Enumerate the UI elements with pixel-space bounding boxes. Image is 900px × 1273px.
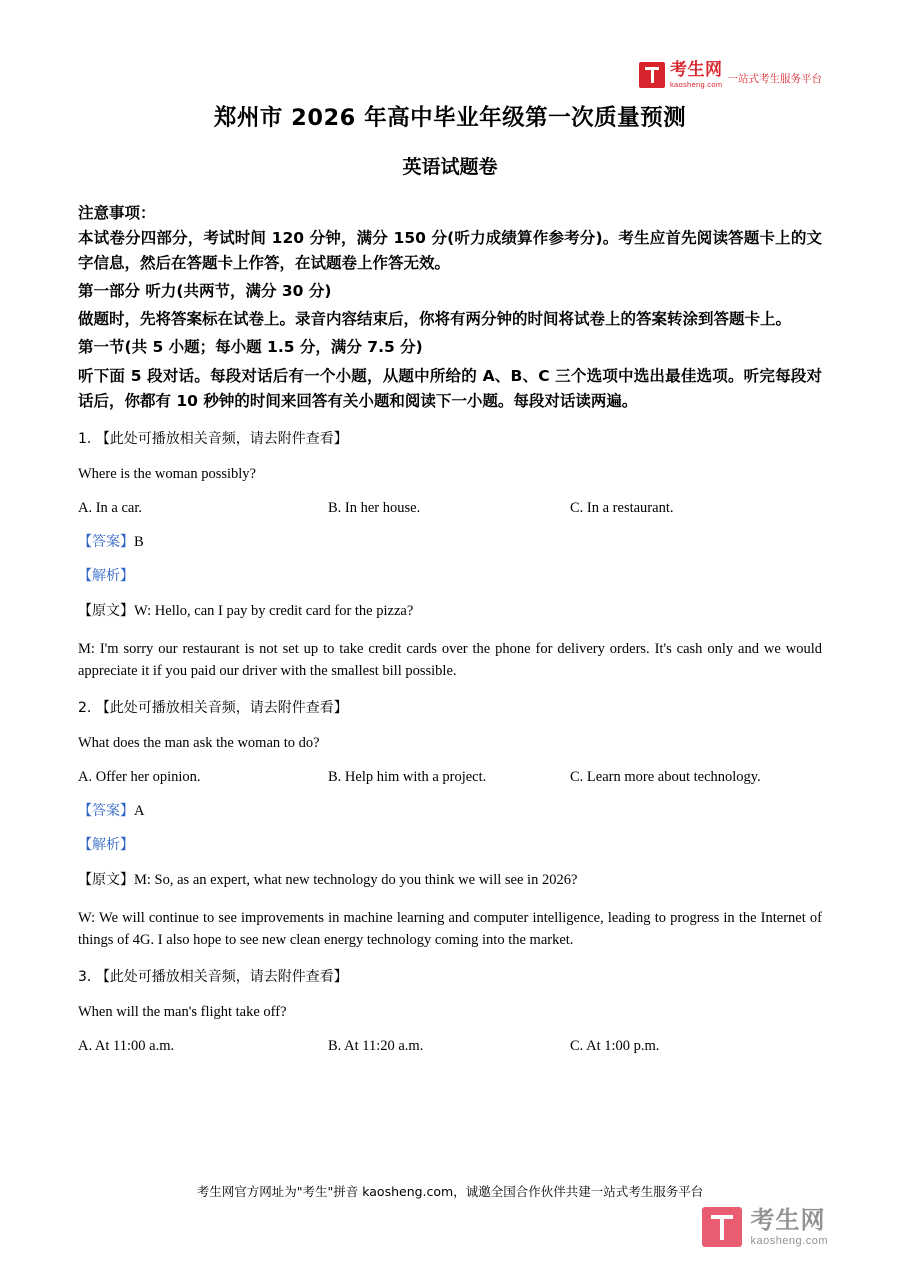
question-1-option-c[interactable]: C. In a restaurant. (570, 500, 674, 517)
question-2-stem: What does the man ask the woman to do? (78, 734, 320, 751)
logo-name-en: kaosheng.com (670, 80, 723, 89)
question-2-script-line-1 (78, 869, 822, 892)
notice-paragraph-2: 第一部分 听力(共两节，满分 30 分) (78, 282, 332, 301)
question-1-option-a[interactable]: A. In a car. (78, 500, 143, 517)
question-2-option-a[interactable]: A. Offer her opinion. (78, 769, 201, 786)
question-2-script-text-1: M: So, as an expert, what new technology do you think we will see in 2026? (134, 872, 578, 889)
question-1-audio-note: 【此处可播放相关音频，请去附件查看】 (95, 430, 348, 447)
logo-icon (639, 62, 665, 88)
notice-paragraph-5: 听下面 5 段对话。每段对话后有一个小题，从题中所给的 A、B、C 三个选项中选出最佳选项。听完每段对话后，你都有 10 秒钟的时间来回答有关小题和阅读下一小题。每段对话读两遍。 (78, 366, 822, 410)
question-1-script-line-1 (78, 600, 822, 623)
watermark-name-en: kaosheng.com (750, 1234, 828, 1247)
question-1-script-text-1: W: Hello, can I pay by credit card for the pizza? (134, 603, 414, 620)
question-2-script-tag: 【原文】 (78, 872, 134, 889)
question-2-analysis (78, 834, 822, 854)
question-1-audio (78, 428, 822, 448)
notice-paragraph-3: 做题时，先将答案标在试卷上。录音内容结束后，你将有两分钟的时间将试卷上的答案转涂到答题卡上。 (78, 310, 792, 329)
question-2-answer (78, 800, 822, 820)
question-2-answer-tag: 【答案】 (78, 803, 134, 820)
watermark-text-block (750, 1205, 828, 1247)
logo-text-block (670, 62, 723, 89)
question-3-option-b[interactable]: B. At 11:20 a.m. (328, 1038, 424, 1055)
question-1-script-line-2: M: I'm sorry our restaurant is not set up to take credit cards over the phone for delivery orders. It's cash only and we would appreciate it if you paid our driver with the smallest bill possible. (78, 640, 822, 680)
question-1-analysis-tag: 【解析】 (78, 568, 134, 585)
question-1-answer-tag: 【答案】 (78, 534, 134, 551)
question-2-options (78, 769, 822, 786)
question-2-audio (78, 697, 822, 717)
watermark-logo-icon (702, 1207, 742, 1247)
question-3-audio-note: 【此处可播放相关音频，请去附件查看】 (95, 968, 348, 985)
question-1-answer-value: B (134, 534, 144, 551)
logo-name-cn: 考生网 (670, 60, 723, 80)
notice-paragraph-4: 第一节(共 5 小题；每小题 1.5 分，满分 7.5 分) (78, 338, 423, 357)
logo-tagline: 一站式考生服务平台 (727, 72, 822, 85)
question-1-number: 1. (78, 430, 92, 447)
question-1-option-b[interactable]: B. In her house. (328, 500, 421, 517)
question-2-option-b[interactable]: B. Help him with a project. (328, 769, 487, 786)
question-2-number: 2. (78, 699, 92, 716)
question-1-stem: Where is the woman possibly? (78, 465, 256, 482)
site-logo (639, 62, 822, 89)
question-3-audio (78, 966, 822, 986)
question-3-option-c[interactable]: C. At 1:00 p.m. (570, 1038, 660, 1055)
question-2-audio-note: 【此处可播放相关音频，请去附件查看】 (95, 699, 348, 716)
question-2-answer-value: A (134, 803, 145, 820)
question-1-script-tag: 【原文】 (78, 603, 134, 620)
watermark-name-cn: 考生网 (750, 1205, 826, 1234)
question-1-analysis (78, 565, 822, 585)
footer-note: 考生网官方网址为"考生"拼音 kaosheng.com，诚邀全国合作伙伴共建一站式考生服务平台 (196, 1184, 704, 1199)
notice-paragraph-1: 本试卷分四部分，考试时间 120 分钟，满分 150 分(听力成绩算作参考分)。考生应首先阅读答题卡上的文字信息，然后在答题卡上作答，在试题卷上作答无效。 (78, 229, 822, 273)
question-3-number: 3. (78, 968, 92, 985)
question-3-option-a[interactable]: A. At 11:00 a.m. (78, 1038, 175, 1055)
watermark (702, 1207, 828, 1247)
question-2-script-line-2: W: We will continue to see improvements in machine learning and computer intelligence, leading to progress in the Internet of things of 4G. I also hope to see new clean energy technology coming into the market. (78, 910, 822, 949)
question-3-stem: When will the man's flight take off? (78, 1003, 287, 1020)
page-subtitle: 英语试题卷 (402, 156, 498, 178)
notice-heading: 注意事项： (78, 204, 156, 222)
question-2-option-c[interactable]: C. Learn more about technology. (570, 769, 761, 786)
question-1-options (78, 500, 822, 517)
page-title: 郑州市 2026 年高中毕业年级第一次质量预测 (213, 105, 687, 131)
question-2-analysis-tag: 【解析】 (78, 837, 134, 854)
question-1-answer (78, 531, 822, 551)
question-3-options (78, 1038, 822, 1055)
